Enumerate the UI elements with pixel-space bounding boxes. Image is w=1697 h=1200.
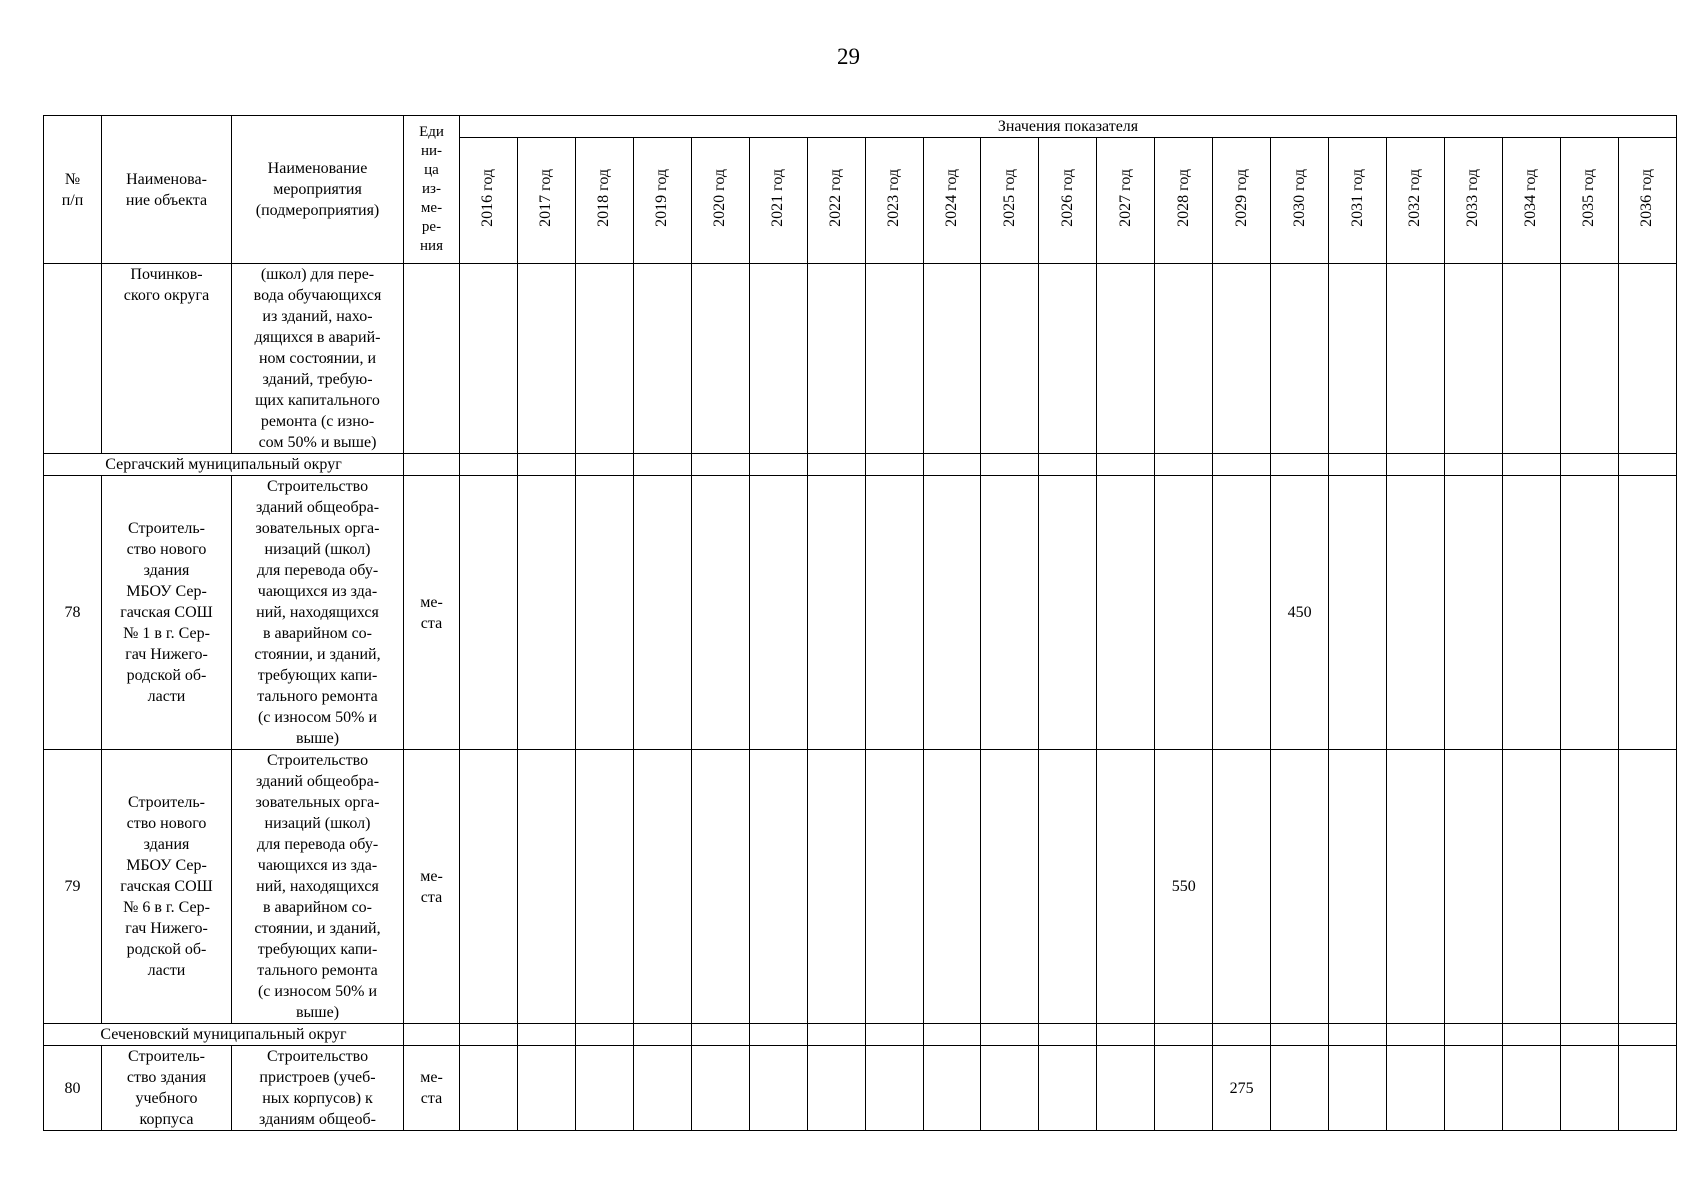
header-year [517, 138, 575, 264]
year-value-cell [1618, 1024, 1676, 1046]
continuation-row [44, 264, 1677, 454]
cell-num [44, 264, 102, 454]
year-value-cell [923, 264, 981, 454]
header-measure: Наименование мероприятия (подмероприятия) [232, 116, 404, 264]
year-value-cell [517, 1024, 575, 1046]
year-value-cell [923, 1046, 981, 1131]
year-value-cell [807, 1024, 865, 1046]
header-num: № п/п [44, 116, 102, 264]
header-year-label: 2033 год [1464, 168, 1482, 227]
year-value-cell [575, 1024, 633, 1046]
year-value-cell [517, 750, 575, 1024]
header-year-label: 2029 год [1232, 168, 1250, 227]
header-year-label: 2027 год [1116, 168, 1134, 227]
header-year-label: 2035 год [1580, 168, 1598, 227]
year-value-cell [749, 454, 807, 476]
year-value-cell [807, 750, 865, 1024]
year-value-cell [923, 476, 981, 750]
year-value: 275 [1213, 1046, 1271, 1131]
header-year-label: 2025 год [1000, 168, 1018, 227]
year-value-cell [749, 476, 807, 750]
year-value-cell [517, 476, 575, 750]
cell-unit [404, 454, 460, 476]
header-year-label: 2036 год [1638, 168, 1656, 227]
year-value-cell [1502, 476, 1560, 750]
year-value-cell [749, 750, 807, 1024]
header-year-label: 2030 год [1290, 168, 1308, 227]
indicator-table [43, 115, 1677, 1131]
year-value-cell [460, 476, 518, 750]
year-value-cell [691, 264, 749, 454]
header-year [1039, 138, 1097, 264]
year-value-cell [633, 1024, 691, 1046]
header-year [1444, 138, 1502, 264]
year-value-cell [981, 476, 1039, 750]
year-value-cell [1155, 264, 1213, 454]
header-year [633, 138, 691, 264]
year-value-cell [807, 454, 865, 476]
year-value-cell [865, 264, 923, 454]
year-value-cell [691, 1046, 749, 1131]
header-year [807, 138, 865, 264]
year-value-cell [633, 264, 691, 454]
page-number: 29 [837, 44, 860, 69]
year-value-cell [1560, 1046, 1618, 1131]
year-value-cell [1213, 1024, 1271, 1046]
header-year [923, 138, 981, 264]
year-value-cell [1039, 750, 1097, 1024]
header-year [1502, 138, 1560, 264]
header-year [460, 138, 518, 264]
year-value-cell [1618, 454, 1676, 476]
year-value-cell [1213, 454, 1271, 476]
year-value-cell [981, 454, 1039, 476]
year-value-cell [981, 1046, 1039, 1131]
year-value-cell [1329, 1024, 1387, 1046]
year-value-cell [1618, 1046, 1676, 1131]
object-name: Строитель- ство нового здания МБОУ Сер- гачская СОШ № 1 в г. Сер- гач Нижего- родской об- ласти [102, 476, 232, 750]
year-value-cell [1213, 750, 1271, 1024]
year-value-cell [1444, 476, 1502, 750]
year-value-cell [749, 1046, 807, 1131]
header-year-label: 2024 год [942, 168, 960, 227]
year-value-cell [1502, 264, 1560, 454]
year-value-cell [1387, 1024, 1445, 1046]
year-value-cell [1560, 264, 1618, 454]
header-row-top [44, 116, 1677, 138]
year-value-cell [1039, 1024, 1097, 1046]
table-row-80 [44, 1046, 1677, 1131]
year-value-cell [1097, 1046, 1155, 1131]
year-value-cell [1039, 1046, 1097, 1131]
year-value-cell [1155, 476, 1213, 750]
year-value-cell [1444, 750, 1502, 1024]
cell-unit [404, 1024, 460, 1046]
year-value-cell [1560, 454, 1618, 476]
year-value-cell [1387, 1046, 1445, 1131]
header-year [1155, 138, 1213, 264]
unit-value: ме- ста [404, 1046, 460, 1131]
object-name: Строитель- ство нового здания МБОУ Сер- гачская СОШ № 6 в г. Сер- гач Нижего- родской об- ласти [102, 750, 232, 1024]
year-value: 550 [1155, 750, 1213, 1024]
year-value-cell [1387, 454, 1445, 476]
table-row-79 [44, 750, 1677, 1024]
year-value-cell [633, 750, 691, 1024]
header-values: Значения показателя [460, 116, 1677, 138]
year-value-cell [633, 476, 691, 750]
year-value-cell [1039, 476, 1097, 750]
year-value-cell [1502, 454, 1560, 476]
header-year-label: 2032 год [1406, 168, 1424, 227]
year-value-cell [1387, 264, 1445, 454]
year-value-cell [1444, 454, 1502, 476]
header-unit: Еди ни- ца из- ме- ре- ния [404, 116, 460, 264]
year-value-cell [1271, 454, 1329, 476]
district-name: Сеченовский муниципальный округ [44, 1024, 404, 1046]
row-number: 80 [44, 1046, 102, 1131]
year-value: 450 [1271, 476, 1329, 750]
measure-name: Строительство пристроев (учеб- ных корпусов) к зданиям общеоб- [232, 1046, 404, 1131]
year-value-cell [1560, 476, 1618, 750]
year-value-cell [691, 750, 749, 1024]
cell-unit [404, 264, 460, 454]
year-value-cell [691, 454, 749, 476]
year-value-cell [981, 750, 1039, 1024]
year-value-cell [981, 1024, 1039, 1046]
header-year [1387, 138, 1445, 264]
year-value-cell [1502, 1024, 1560, 1046]
year-value-cell [807, 264, 865, 454]
year-value-cell [749, 1024, 807, 1046]
year-value-cell [460, 264, 518, 454]
year-value-cell [1213, 264, 1271, 454]
year-value-cell [460, 454, 518, 476]
year-value-cell [1097, 1024, 1155, 1046]
row-number: 79 [44, 750, 102, 1024]
header-year-label: 2020 год [711, 168, 729, 227]
header-year-label: 2023 год [885, 168, 903, 227]
object-name: Строитель- ство здания учебного корпуса [102, 1046, 232, 1131]
header-object: Наименова- ние объекта [102, 116, 232, 264]
year-value-cell [1444, 1024, 1502, 1046]
year-value-cell [923, 1024, 981, 1046]
year-value-cell [1039, 454, 1097, 476]
year-value-cell [923, 750, 981, 1024]
unit-value: ме- ста [404, 476, 460, 750]
district-row [44, 454, 1677, 476]
header-year [1271, 138, 1329, 264]
header-year [1329, 138, 1387, 264]
year-value-cell [865, 476, 923, 750]
year-value-cell [1155, 454, 1213, 476]
year-value-cell [1097, 264, 1155, 454]
year-value-cell [633, 454, 691, 476]
year-value-cell [575, 454, 633, 476]
year-value-cell [1618, 750, 1676, 1024]
cell-measure: (школ) для пере- вода обучающихся из зданий, нахо- дящихся в аварий- ном состоянии, и зданий, требую- щих капитального ремонта (с изно- сом 50% и выше) [232, 264, 404, 454]
year-value-cell [1271, 1024, 1329, 1046]
year-value-cell [517, 264, 575, 454]
year-value-cell [575, 750, 633, 1024]
year-value-cell [1387, 750, 1445, 1024]
header-year-label: 2028 год [1174, 168, 1192, 227]
row-number: 78 [44, 476, 102, 750]
year-value-cell [1039, 264, 1097, 454]
year-value-cell [1271, 1046, 1329, 1131]
year-value-cell [1271, 264, 1329, 454]
year-value-cell [1097, 454, 1155, 476]
year-value-cell [865, 454, 923, 476]
year-value-cell [1155, 1024, 1213, 1046]
year-value-cell [981, 264, 1039, 454]
year-value-cell [460, 750, 518, 1024]
year-value-cell [1502, 1046, 1560, 1131]
year-value-cell [865, 1046, 923, 1131]
year-value-cell [1329, 476, 1387, 750]
year-value-cell [865, 750, 923, 1024]
year-value-cell [460, 1024, 518, 1046]
year-value-cell [807, 476, 865, 750]
header-year [1097, 138, 1155, 264]
header-year-label: 2019 год [653, 168, 671, 227]
year-value-cell [1097, 750, 1155, 1024]
year-value-cell [1444, 1046, 1502, 1131]
header-year [1618, 138, 1676, 264]
year-value-cell [749, 264, 807, 454]
year-value-cell [1213, 476, 1271, 750]
year-value-cell [691, 476, 749, 750]
year-value-cell [923, 454, 981, 476]
header-year [691, 138, 749, 264]
header-year-label: 2026 год [1058, 168, 1076, 227]
unit-value: ме- ста [404, 750, 460, 1024]
year-value-cell [1618, 476, 1676, 750]
header-year-label: 2034 год [1522, 168, 1540, 227]
year-value-cell [1097, 476, 1155, 750]
year-value-cell [575, 476, 633, 750]
year-value-cell [1560, 750, 1618, 1024]
year-value-cell [1560, 1024, 1618, 1046]
header-year-label: 2017 год [537, 168, 555, 227]
header-year [865, 138, 923, 264]
year-value-cell [517, 1046, 575, 1131]
measure-name: Строительство зданий общеобра- зовательных орга- низаций (школ) для перевода обу- чающихся из зда- ний, находящихся в аварийном со- стоянии, и зданий, требующих капи- тального ремонта (с износом 50% и выше) [232, 476, 404, 750]
table-row-78 [44, 476, 1677, 750]
year-value-cell [691, 1024, 749, 1046]
header-year-label: 2031 год [1348, 168, 1366, 227]
header-year [981, 138, 1039, 264]
header-year-label: 2018 год [595, 168, 613, 227]
header-year [1213, 138, 1271, 264]
header-year-label: 2022 год [827, 168, 845, 227]
year-value-cell [1329, 264, 1387, 454]
header-year [1560, 138, 1618, 264]
year-value-cell [1618, 264, 1676, 454]
header-year [575, 138, 633, 264]
year-value-cell [1329, 1046, 1387, 1131]
district-row [44, 1024, 1677, 1046]
year-value-cell [633, 1046, 691, 1131]
year-value-cell [807, 1046, 865, 1131]
year-value-cell [460, 1046, 518, 1131]
year-value-cell [1271, 750, 1329, 1024]
measure-name: Строительство зданий общеобра- зовательных орга- низаций (школ) для перевода обу- чающихся из зда- ний, находящихся в аварийном со- стоянии, и зданий, требующих капи- тального ремонта (с износом 50% и выше) [232, 750, 404, 1024]
year-value-cell [1329, 454, 1387, 476]
year-value-cell [575, 264, 633, 454]
year-value-cell [1387, 476, 1445, 750]
year-value-cell [517, 454, 575, 476]
cell-object: Починков- ского округа [102, 264, 232, 454]
district-name: Сергачский муниципальный округ [44, 454, 404, 476]
year-value-cell [1444, 264, 1502, 454]
year-value-cell [1155, 1046, 1213, 1131]
header-year-label: 2021 год [769, 168, 787, 227]
year-value-cell [1329, 750, 1387, 1024]
year-value-cell [1502, 750, 1560, 1024]
header-year [749, 138, 807, 264]
year-value-cell [575, 1046, 633, 1131]
year-value-cell [865, 1024, 923, 1046]
header-year-label: 2016 год [479, 168, 497, 227]
